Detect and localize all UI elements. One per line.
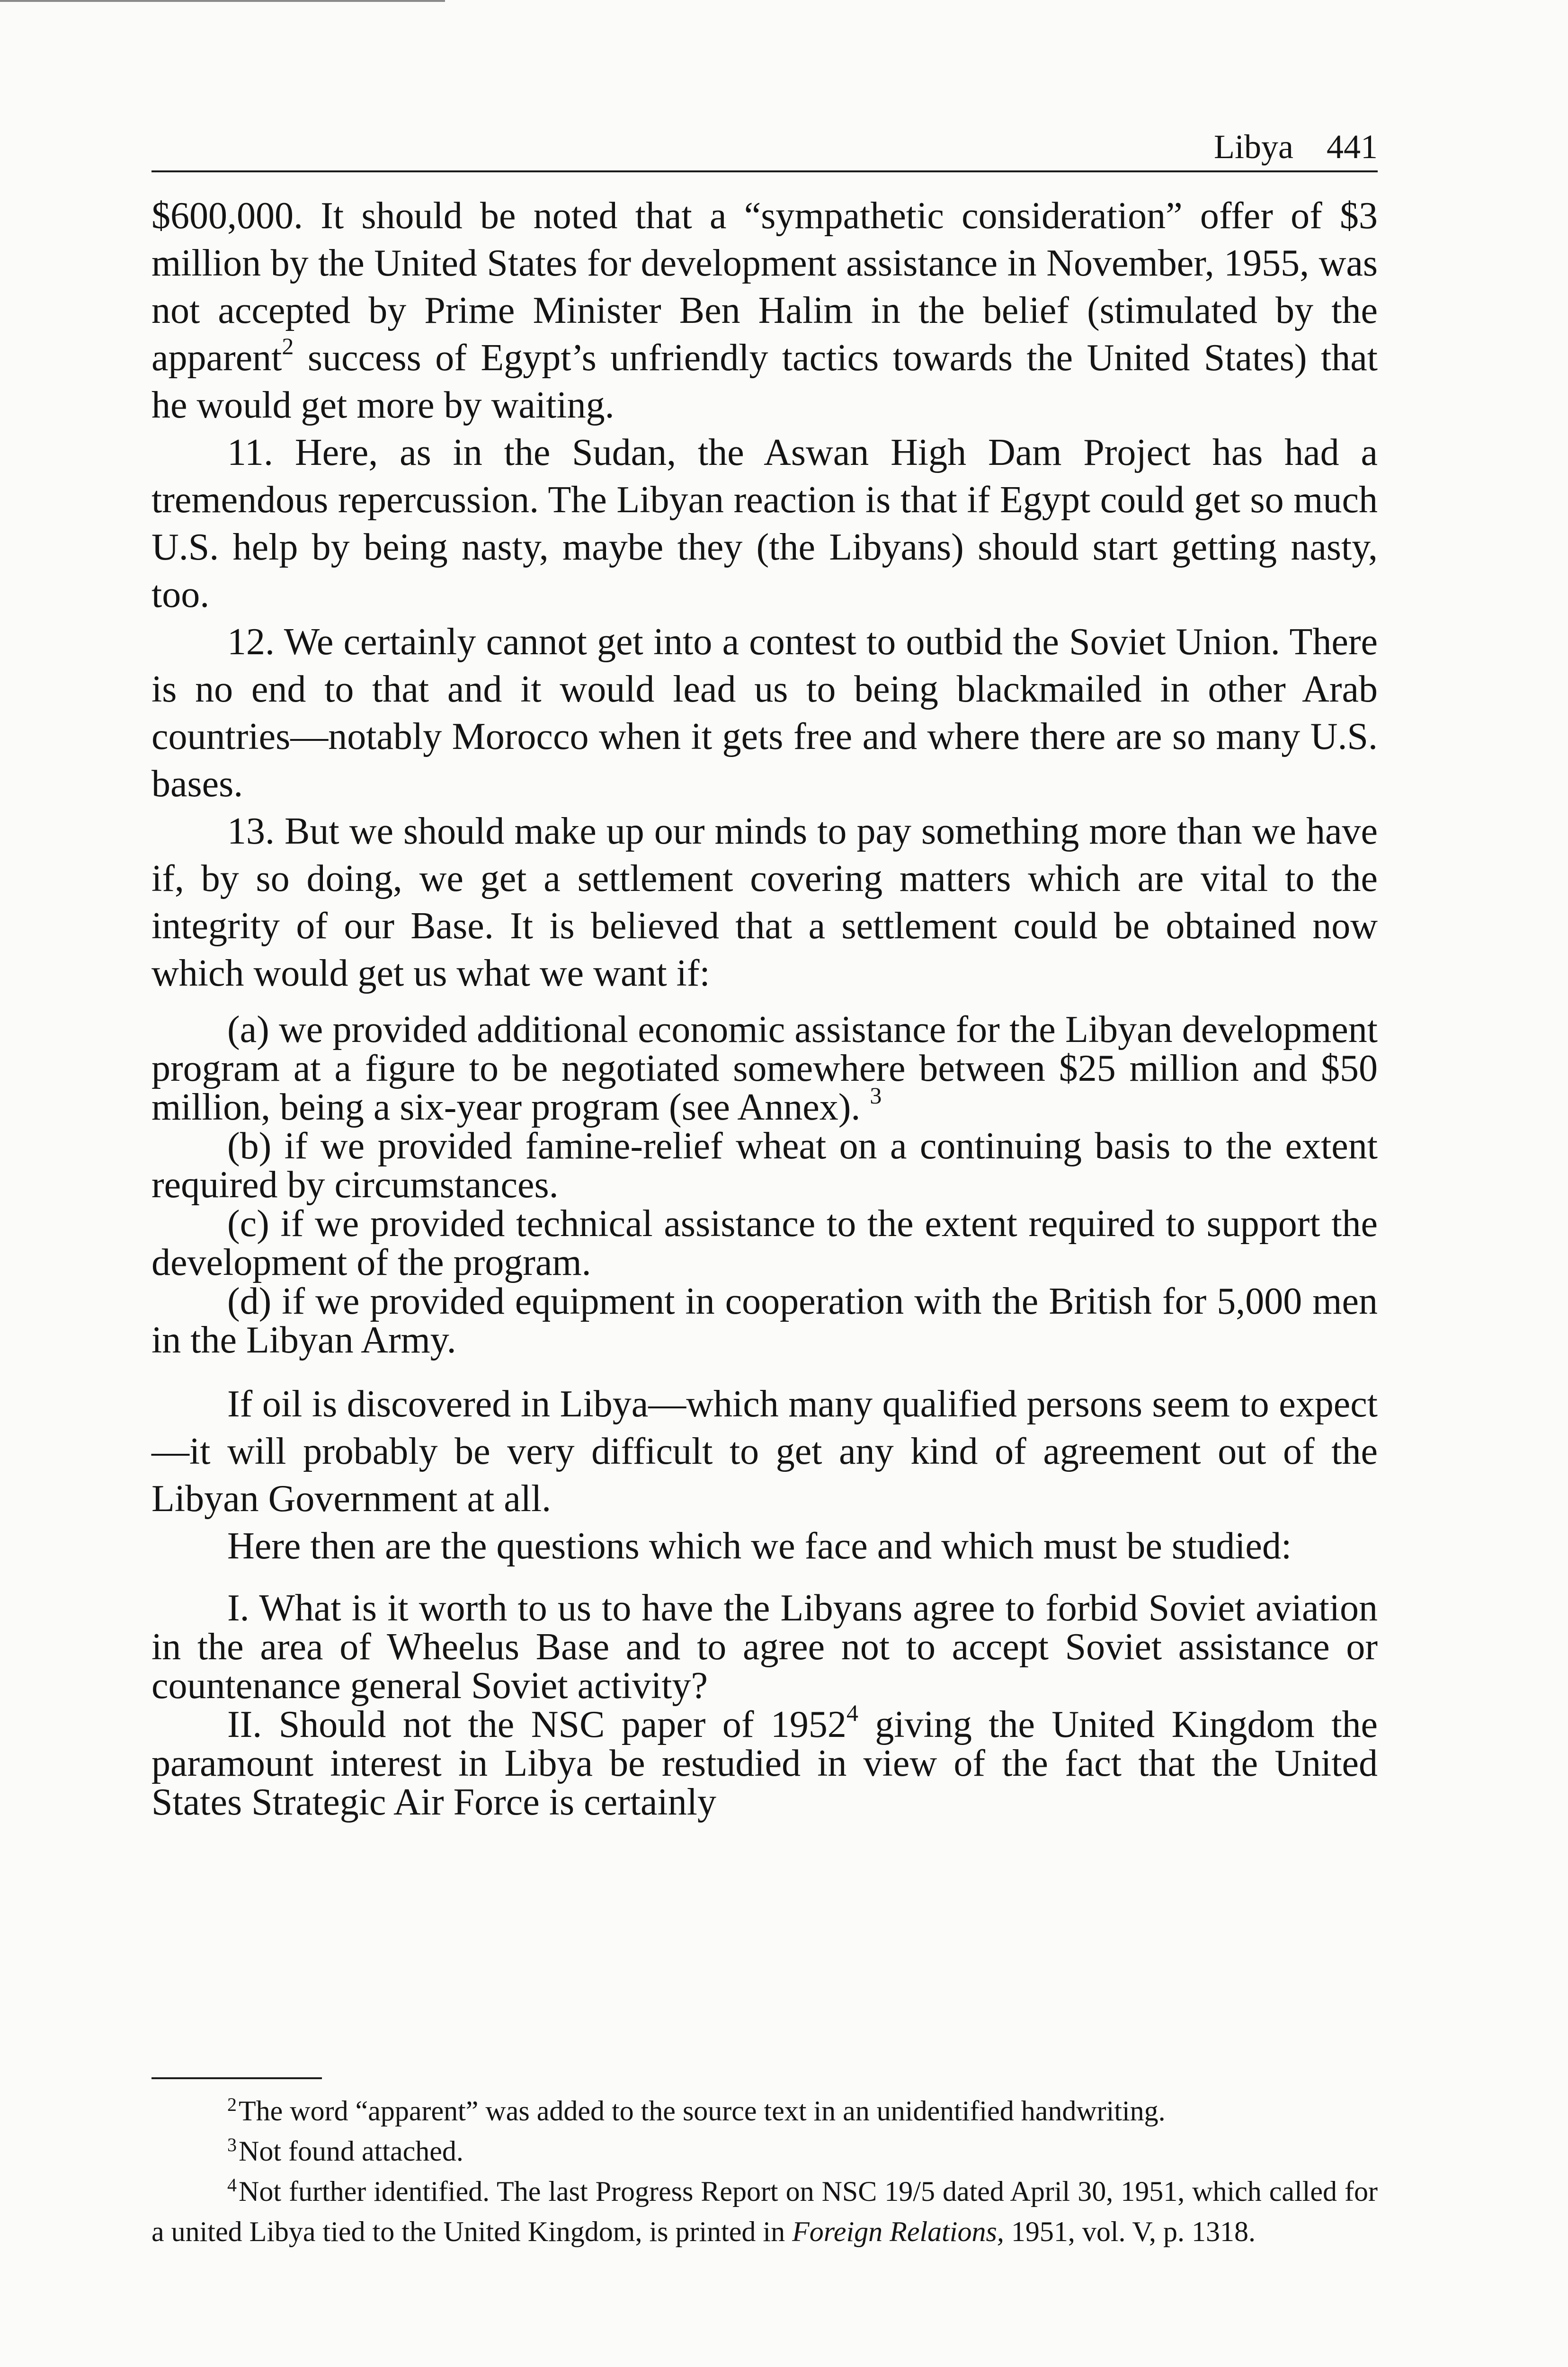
paragraph-12: 12. We certainly cannot get into a contest to outbid the Soviet Union. There is no end to that and it would lead us to being blackmailed in other Arab countries—notably Morocco when it gets free and where there are so many U.S. bases. [151, 621, 1378, 805]
paragraph-continued-text-a: $600,000. It should be noted that a “sympathetic consideration” offer of $3 million by the United States for development assistance in November, 1955, was not accepted by Prime Minister Ben Halim in the belief (stimulated by the apparent [151, 195, 1378, 379]
main-body [151, 192, 1378, 1822]
paragraph-questions-intro: Here then are the questions which we face and which must be studied: [227, 1525, 1292, 1567]
question-1: I. What is it worth to us to have the Libyans agree to forbid Soviet aviation in the area of Wheelus Base and to agree not to accept Soviet assistance or countenance general Soviet activity? [151, 1587, 1378, 1707]
condition-d: (d) if we provided equipment in cooperation with the British for 5,000 men in the Libyan Army. [151, 1281, 1378, 1361]
condition-b: (b) if we provided famine-relief wheat on a continuing basis to the extent required by circumstances. [151, 1125, 1378, 1206]
questions-list [151, 1589, 1378, 1822]
footnote-3-text: Not found attached. [239, 2136, 463, 2167]
running-head-text [1214, 127, 1378, 167]
document-page [151, 118, 1378, 1822]
condition-a [151, 1010, 1378, 1127]
page-number: 441 [1327, 128, 1378, 166]
footnote-4-text-b: 1951, vol. V, p. 1318. [1004, 2216, 1256, 2247]
footnote-2-mark: 2 [227, 2094, 237, 2115]
paragraph-13: 13. But we should make up our minds to pay something more than we have if, by so doing, we get a settlement covering matters which are vital to the integrity of our Base. It is believed that a settlement could be obtained now which would get us what we want if: [151, 810, 1378, 994]
paragraph-11: 11. Here, as in the Sudan, the Aswan High Dam Project has had a tremendous repercussion. The Libyan reaction is that if Egypt could get so much U.S. help by being nasty, maybe they (the Libyans) should start getting nasty, too. [151, 432, 1378, 615]
footnote-ref-3: 3 [870, 1082, 882, 1109]
running-head-title: Libya [1214, 128, 1293, 166]
question-2 [151, 1700, 1378, 1823]
footnote-4-text-a: Not further identified. The last Progress Report on NSC 19/5 dated April 30, 1951, which called for a united Libya tied to the United Kingdom, is printed in [151, 2176, 1378, 2247]
footnote-2 [151, 2092, 1378, 2133]
footnote-3-mark: 3 [227, 2134, 237, 2155]
paragraph-oil: If oil is discovered in Libya—which many qualified persons seem to expect—it will probably be very difficult to get any kind of agreement out of the Libyan Government at all. [151, 1383, 1378, 1520]
footnote-divider [151, 2077, 322, 2079]
running-head [151, 118, 1378, 172]
footnote-3 [151, 2133, 1378, 2173]
footnote-2-text: The word “apparent” was added to the source text in an unidentified handwriting. [239, 2095, 1166, 2127]
condition-c: (c) if we provided technical assistance to the extent required to support the development of the program. [151, 1203, 1378, 1283]
footnotes [151, 2092, 1378, 2250]
paragraph-continued [151, 192, 1378, 429]
footnote-ref-4: 4 [846, 1700, 858, 1726]
paragraph-continued-text-b: success of Egypt’s unfriendly tactics towards the United States) that he would get more by waiting. [151, 337, 1378, 426]
footnote-4 [151, 2173, 1378, 2250]
footnote-ref-2: 2 [282, 333, 294, 360]
question-2-text-a: II. Should not the NSC paper of 1952 [227, 1704, 846, 1745]
condition-a-text: (a) we provided additional economic assistance for the Libyan development program at a figure to be negotiated somewhere between $25 million and $50 million, being a six-year program (see Annex). [151, 1009, 1378, 1128]
conditions-list [151, 1010, 1378, 1360]
footnote-4-mark: 4 [227, 2174, 237, 2196]
question-2-text-b: giving the United Kingdom the paramount interest in Libya be restudied in view of the fact that the United States Strategic Air Force is certainly [151, 1704, 1378, 1823]
footnote-4-italic-title: Foreign Relations, [792, 2216, 1004, 2247]
scan-edge-line [0, 0, 445, 2]
